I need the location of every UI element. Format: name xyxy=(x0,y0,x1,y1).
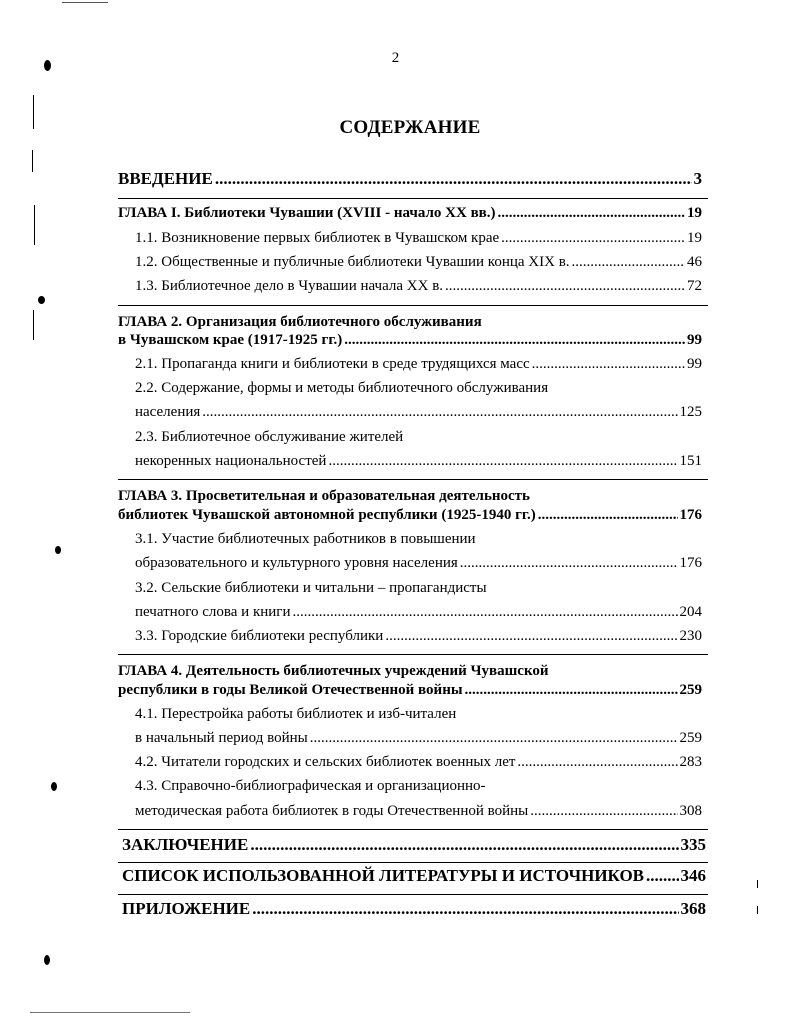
dot-leader xyxy=(538,506,678,524)
page-title: СОДЕРЖАНИЕ xyxy=(339,117,481,138)
toc-entry-label: ЗАКЛЮЧЕНИЕ xyxy=(122,835,249,854)
punch-hole-mark xyxy=(51,782,57,791)
toc-section-4-2[interactable] xyxy=(135,753,702,771)
toc-page-number: 46 xyxy=(687,254,702,270)
toc-section-2-3[interactable] xyxy=(135,452,702,470)
dot-leader xyxy=(252,900,678,918)
punch-hole-mark xyxy=(55,546,61,554)
divider xyxy=(118,305,708,306)
toc-entry-label: 4.2. Читатели городских и сельских библиотек военных лет xyxy=(135,754,516,770)
dot-leader xyxy=(385,627,677,645)
toc-entry-label: в начальный период войны xyxy=(135,730,308,746)
toc-section-3-3[interactable] xyxy=(135,627,702,645)
toc-page-number: 99 xyxy=(687,356,702,372)
toc-entry-label: 1.2. Общественные и публичные библиотеки Чувашии конца XIX в. xyxy=(135,254,570,270)
toc-section-2-3-title: 2.3. Библиотечное обслуживание жителей xyxy=(135,429,404,445)
dot-leader xyxy=(532,355,685,373)
toc-page-number: 283 xyxy=(679,754,702,770)
scan-margin-line xyxy=(32,150,33,172)
toc-page-number: 230 xyxy=(679,628,702,644)
toc-entry-label: 2.1. Пропаганда книги и библиотеки в среде трудящихся масс xyxy=(135,356,530,372)
toc-entry-references[interactable] xyxy=(122,867,706,885)
divider xyxy=(118,198,708,199)
toc-entry-label: печатного слова и книги xyxy=(135,604,291,620)
toc-section-2-2-title: 2.2. Содержание, формы и методы библиотечного обслуживания xyxy=(135,380,549,396)
toc-entry-intro[interactable] xyxy=(118,170,702,188)
toc-page-number: 259 xyxy=(679,730,702,746)
toc-page-number: 335 xyxy=(680,835,706,854)
dot-leader xyxy=(445,277,685,295)
toc-section-2-1[interactable] xyxy=(135,355,702,373)
scan-margin-line xyxy=(757,906,758,914)
toc-page-number: 99 xyxy=(687,332,702,348)
toc-entry-label: ПРИЛОЖЕНИЕ xyxy=(122,899,251,918)
toc-entry-label: в Чувашском крае (1917-1925 гг.) xyxy=(118,332,343,348)
toc-page-number: 19 xyxy=(687,230,702,246)
toc-page-number: 151 xyxy=(679,453,702,469)
punch-hole-mark xyxy=(38,296,45,304)
dot-leader xyxy=(501,229,685,247)
toc-section-2-2[interactable] xyxy=(135,403,702,421)
dot-leader xyxy=(498,204,685,222)
toc-entry-label: ВВЕДЕНИЕ xyxy=(118,169,213,188)
toc-entry-label: методическая работа библиотек в годы Отечественной войны xyxy=(135,803,529,819)
toc-chapter-4[interactable] xyxy=(118,681,702,699)
toc-section-4-3-title: 4.3. Справочно-библиографическая и организационно- xyxy=(135,778,486,794)
toc-page-number: 19 xyxy=(687,205,702,221)
dot-leader xyxy=(328,452,677,470)
toc-entry-label: СПИСОК ИСПОЛЬЗОВАННОЙ ЛИТЕРАТУРЫ И ИСТОЧНИКОВ xyxy=(122,866,645,885)
dot-leader xyxy=(310,729,678,747)
toc-page-number: 3 xyxy=(693,169,702,188)
dot-leader xyxy=(460,554,678,572)
divider xyxy=(118,829,708,830)
scan-margin-line xyxy=(757,880,758,888)
dot-leader xyxy=(465,681,678,699)
toc-entry-label: библиотек Чувашской автономной республики (1925-1940 гг.) xyxy=(118,507,536,523)
toc-page-number: 125 xyxy=(679,404,702,420)
scan-margin-line xyxy=(34,205,35,245)
scan-edge-line xyxy=(30,1012,190,1013)
dot-leader xyxy=(215,170,692,188)
toc-page-number: 368 xyxy=(680,899,706,918)
toc-chapter-4-title: ГЛАВА 4. Деятельность библиотечных учреждений Чувашской xyxy=(118,663,549,679)
toc-chapter-2[interactable] xyxy=(118,331,702,349)
dot-leader xyxy=(344,331,685,349)
toc-entry-appendix[interactable] xyxy=(122,900,706,918)
toc-section-4-1-title: 4.1. Перестройка работы библиотек и изб-читален xyxy=(135,706,457,722)
dot-leader xyxy=(646,867,678,885)
toc-page-number: 72 xyxy=(687,278,702,294)
toc-section-4-3[interactable] xyxy=(135,802,702,820)
toc-section-3-1[interactable] xyxy=(135,554,702,572)
dot-leader xyxy=(202,403,677,421)
toc-entry-label: 3.3. Городские библиотеки республики xyxy=(135,628,384,644)
toc-page-number: 204 xyxy=(679,604,702,620)
toc-entry-label: республики в годы Великой Отечественной войны xyxy=(118,682,463,698)
scan-margin-line xyxy=(33,95,34,129)
divider xyxy=(118,654,708,655)
dot-leader xyxy=(250,836,678,854)
divider xyxy=(118,862,708,863)
toc-section-1-3[interactable] xyxy=(135,277,702,295)
page-number: 2 xyxy=(391,50,400,66)
dot-leader xyxy=(530,802,677,820)
toc-chapter-3[interactable] xyxy=(118,506,702,524)
toc-page-number: 308 xyxy=(679,803,702,819)
dot-leader xyxy=(572,253,685,271)
toc-page-number: 176 xyxy=(679,507,702,523)
toc-entry-label: населения xyxy=(135,404,201,420)
dot-leader xyxy=(292,603,677,621)
toc-page-number: 346 xyxy=(680,866,706,885)
toc-chapter-3-title: ГЛАВА 3. Просветительная и образовательная деятельность xyxy=(118,488,530,504)
scan-margin-line xyxy=(33,310,34,340)
dot-leader xyxy=(517,753,677,771)
toc-page-number: 176 xyxy=(679,555,702,571)
toc-entry-label: 1.3. Библиотечное дело в Чувашии начала XX в. xyxy=(135,278,444,294)
toc-section-1-2[interactable] xyxy=(135,253,702,271)
punch-hole-mark xyxy=(44,60,51,71)
toc-chapter-1[interactable] xyxy=(118,204,702,222)
toc-section-1-1[interactable] xyxy=(135,229,702,247)
toc-page-number: 259 xyxy=(679,682,702,698)
toc-chapter-2-title: ГЛАВА 2. Организация библиотечного обслуживания xyxy=(118,314,482,330)
divider xyxy=(118,479,708,480)
toc-entry-label: образовательного и культурного уровня населения xyxy=(135,555,458,571)
toc-entry-conclusion[interactable] xyxy=(122,836,706,854)
toc-section-4-1[interactable] xyxy=(135,729,702,747)
divider xyxy=(118,894,708,895)
toc-section-3-2[interactable] xyxy=(135,603,702,621)
toc-section-3-2-title: 3.2. Сельские библиотеки и читальни – пропагандисты xyxy=(135,580,487,596)
toc-entry-label: некоренных национальностей xyxy=(135,453,327,469)
toc-entry-label: ГЛАВА I. Библиотеки Чувашии (XVIII - начало XX вв.) xyxy=(118,205,496,221)
toc-section-3-1-title: 3.1. Участие библиотечных работников в повышении xyxy=(135,531,476,547)
punch-hole-mark xyxy=(44,955,50,965)
toc-entry-label: 1.1. Возникновение первых библиотек в Чувашском крае xyxy=(135,230,500,246)
